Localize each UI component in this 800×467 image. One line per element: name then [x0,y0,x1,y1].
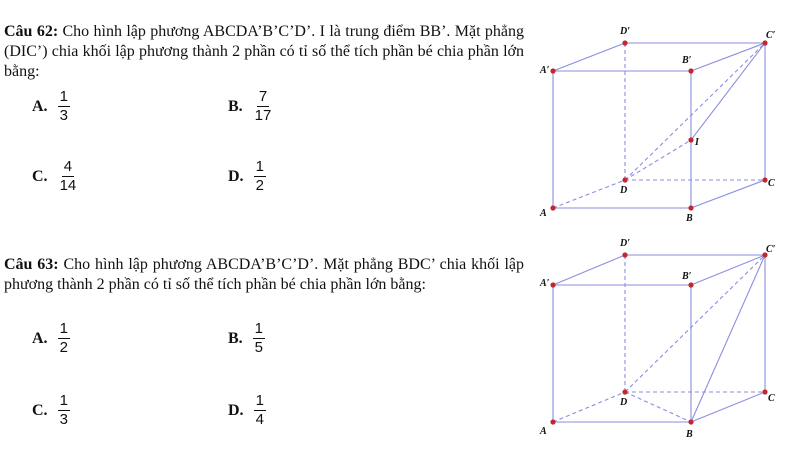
option-label: C. [32,167,48,185]
point-b [688,419,693,424]
label-cp: C′ [766,244,776,255]
option-label: A. [32,329,48,347]
question-63-text [4,255,524,295]
option-label: C. [32,401,48,419]
fraction [254,158,266,195]
label-dp: D′ [620,26,631,37]
label-i: I [695,137,699,148]
edge-b-c [691,180,765,208]
label-c: C [768,393,775,404]
label-a: A [540,208,547,219]
point-i [688,137,693,142]
label-bp: B′ [682,55,692,66]
q63-option-d[interactable] [228,392,266,429]
q62-option-d[interactable] [228,158,266,195]
numerator: 1 [254,320,264,337]
q63-option-a[interactable] [32,320,70,357]
edge-ap-dp [553,43,625,71]
label-ap: A′ [540,65,550,76]
label-d: D [620,185,628,196]
numerator: 7 [258,88,268,105]
point-dp [622,40,627,45]
label-ap: A′ [540,278,550,289]
denominator: 2 [255,177,264,194]
point-ap [550,282,555,287]
numerator: 4 [63,158,73,175]
label-dp: D′ [620,238,631,249]
edge-d-i [625,140,691,180]
label-bp: B′ [682,271,692,282]
option-label: B. [228,97,243,115]
numerator: 1 [255,158,264,175]
numerator: 1 [59,392,68,409]
fraction [254,392,266,429]
q62-option-c[interactable] [32,158,78,195]
edge-ap-dp [553,255,625,285]
question-63-label: Câu 63: [4,256,59,273]
option-label: A. [32,97,48,115]
cube-figure-62 [530,18,790,228]
question-62-body: Cho hình lập phương ABCDA’B’C’D’. I là trung điểm BB’. Mặt phẳng (DIC’) chia khối lập phương thành 2 phần có tỉ số thể tích phần bé chia phần lớn bằng: [4,23,524,80]
point-d [622,389,627,394]
fraction [58,158,79,195]
numerator: 1 [255,392,264,409]
point-b [688,205,693,210]
fraction [58,392,70,429]
label-b: B [686,429,693,440]
denominator: 3 [59,107,68,124]
edge-a-d [553,180,628,208]
q62-option-a[interactable] [32,88,70,125]
label-c: C [768,178,775,189]
edge-d-cp [625,255,765,392]
option-label: B. [228,329,243,347]
point-c [762,177,767,182]
q63-option-b[interactable] [228,320,265,357]
denominator: 2 [59,339,68,356]
label-d: D [620,397,628,408]
option-label: D. [228,401,244,419]
edge-d-b [625,392,691,422]
q63-option-c[interactable] [32,392,70,429]
label-cp: C′ [766,30,776,41]
label-a: A [540,426,547,437]
q62-option-b[interactable] [228,88,273,125]
point-c [762,389,767,394]
edge-a-d [553,392,628,422]
point-bp [688,282,693,287]
numerator: 1 [59,88,68,105]
denominator: 17 [254,107,272,124]
denominator: 14 [59,177,77,194]
question-62-label: Câu 62: [4,23,59,40]
numerator: 1 [59,320,68,337]
fraction [253,88,274,125]
option-label: D. [228,167,244,185]
edge-d-cp [625,43,765,180]
fraction [58,320,70,357]
question-63-body: Cho hình lập phương ABCDA’B’C’D’. Mặt phẳng BDC’ chia khối lập phương thành 2 phần có tỉ số thể tích phần bé chia phần lớn bằng: [4,256,524,293]
fraction [58,88,70,125]
question-62-text [4,22,524,82]
point-ap [550,68,555,73]
cube-figure-63 [530,238,790,453]
point-a [550,419,555,424]
label-b: B [686,213,693,224]
denominator: 5 [254,339,264,356]
point-d [622,177,627,182]
point-bp [688,68,693,73]
point-dp [622,252,627,257]
denominator: 4 [255,411,264,428]
fraction [253,320,265,357]
point-cp [762,40,767,45]
denominator: 3 [59,411,68,428]
point-a [550,205,555,210]
